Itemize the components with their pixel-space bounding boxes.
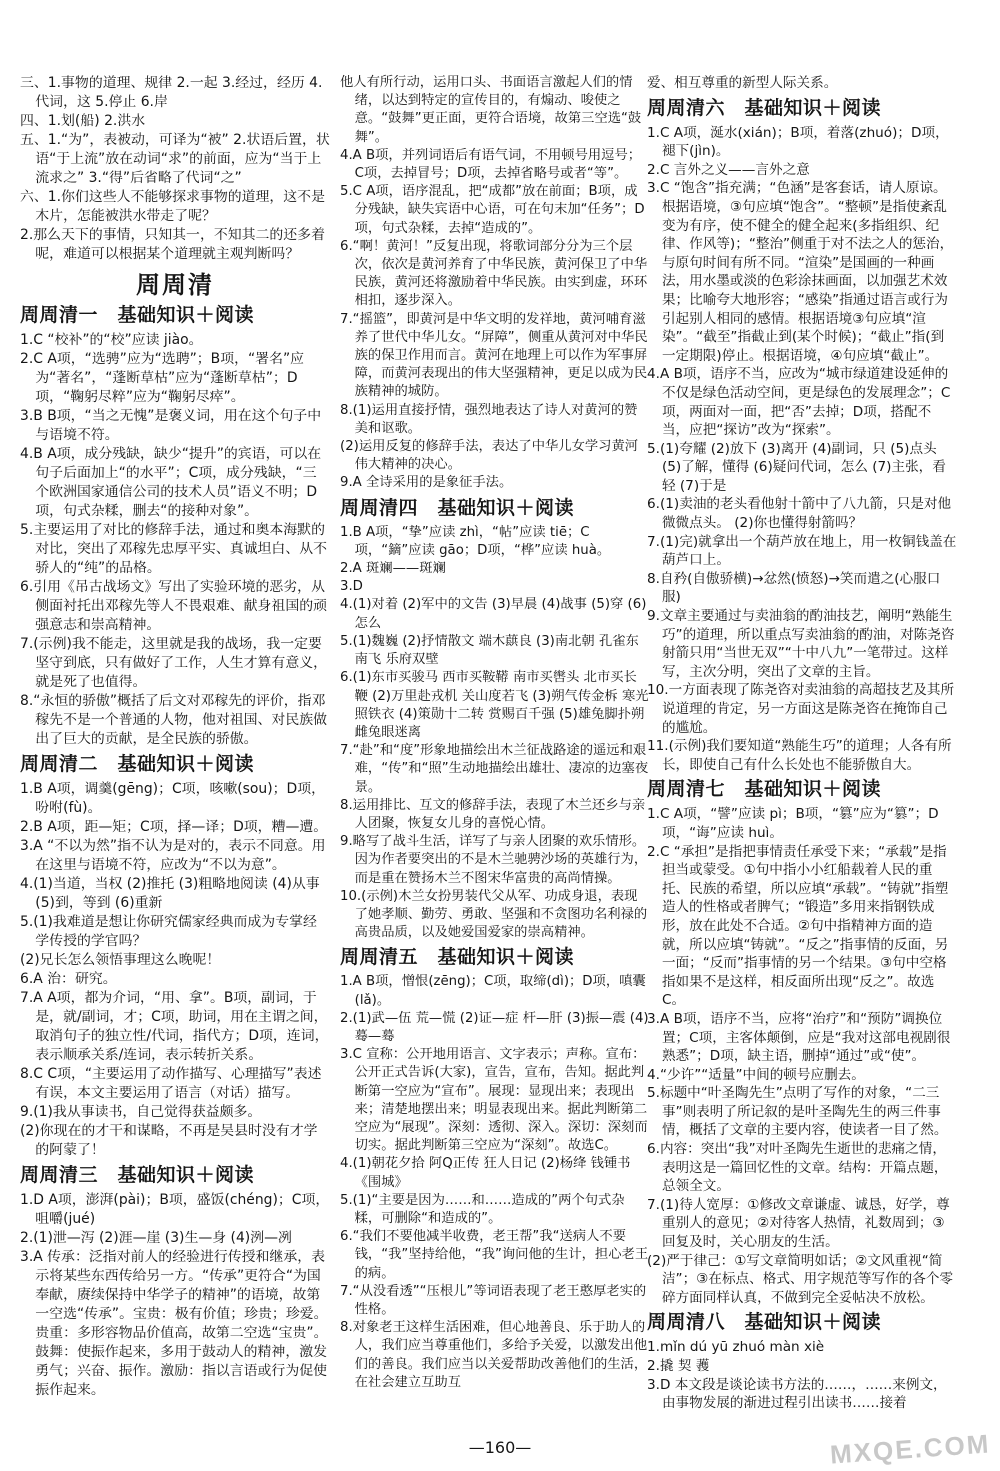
section-heading-3: 周周清三 基础知识＋阅读 [20,1164,255,1186]
answer-line: 3.A 传承：泛指对前人的经验进行传授和继承，表示将某些东西传给另一方。“传承”更符合“为国奉献，赓续保持中华学子的精神”的语境，故第一空选“传承”。宝贵：极有价值；珍贵；珍爱。贵重：多形容物品价值高，故第二空选“宝贵”。鼓舞：使振作起来，多用于鼓动人的精神，激发勇气；兴奋、振作。激励：指以言语或行为促使振作起来。 [20,1249,328,1398]
answer-line: 6.内容：突出“我”对叶圣陶先生逝世的悲痛之情，表明这是一篇回忆性的文章。结构：开篇点题，总领全文。 [647,1141,948,1195]
section-4-answers [340,524,650,943]
column-middle [340,74,650,1392]
section-7-answers [647,805,957,1307]
answer-line: 8.运用排比、互文的修辞手法，表现了木兰还乡与亲人团聚，恢复女儿身的喜悦心情。 [340,797,646,831]
answer-line: 6.(1)卖油的老头看他射十箭中了八九箭，只是对他微微点头。 (2)你也懂得射箭吗？ [647,496,952,532]
answer-line: 四、1.划(船) 2.洪水 [20,113,146,129]
column-left [20,74,330,1400]
answer-line: 六、1.你们这些人不能够探求事物的道理，这不是木片，怎能被洪水带走了呢？ [20,189,325,224]
answer-line: 8.对象老王这样生活困难，但心地善良、乐于助人的人，我们应当尊重他们，多给予关爱，以激发出他们的善良。我们应当以关爱帮助改善他们的生活，在社会建立互助互 [340,1320,648,1390]
answer-line: 10.一方面表现了陈尧咨对卖油翁的高超技艺及其所说道理的肯定，另一方面这是陈尧咨在掩饰自己的尴尬。 [647,682,955,736]
section-5-answers-continued [647,74,957,93]
answer-line: 2.C 言外之义——言外之意 [647,161,810,178]
answer-line: 5.(1)“主要是因为……和……造成的”两个句式杂糅，可删除“和造成的”。 [340,1192,625,1226]
answer-line: 7.(示例)我不能走，这里就是我的战场，我一定要坚守到底，只有做好了工作，人生才算有意义，就是死了也值得。 [20,636,327,690]
section-heading-4: 周周清四 基础知识＋阅读 [340,496,575,519]
answer-line: 7.(1)待人宽厚：①修改文章谦虚、诚恳，好学，尊重别人的意见；②对待客人热情，礼数周到；③回复及时，关心朋友的生活。 [647,1196,950,1251]
answer-line: 2.撬 契 彟 [647,1358,710,1374]
answer-line: 4.“少许”“适量”中间的顿号应删去。 [647,1066,865,1083]
answer-line: 4.(1)对着 (2)军中的文告 (3)早晨 (4)战事 (5)穿 (6)怎么 [340,597,647,631]
answer-line: 5.(1)我难道是想让你研究儒家经典而成为专掌经学传授的学官吗？ [20,914,317,949]
answer-line: 3.C “饱含”指充满；“色涵”是客套话，请人原谅。根据语境，③句应填“饱含”。“整顿”是指使紊乱变为有序，使不健全的健全起来(多指组织、纪律、作风等)；“整治”侧重于对不法之人的惩治，与原句时间有所不同。“渲染”是国画的一种画法，用水墨或淡的色彩涂抹画面，以加强艺术效果；比喻夸大地形容；“感染”指通过语言或行为引起别人相同的感情。根据语境③句应填“渲染”。“截至”指截止到(某个时候)；“截止”指(到一定期限)停止。根据语境，④句应填“截止”。 [647,180,954,364]
answer-line: 1.B A项，“挚”应读 zhì，“帖”应读 tiē；C项，“鏑”应读 gāo；D项，“桦”应读 huà。 [340,524,611,558]
section-heading-1: 周周清一 基础知识＋阅读 [20,304,255,326]
answer-line: 7.“摇篮”，即黄河是中华文明的发祥地，黄河哺育滋养了世代中华儿女。“屏障”，侧重从黄河对中华民族的保卫作用而言。黄河在地理上可以作为军事屏障，而黄河表现出的伟大坚强精神，更足以成为民族精神的城防。 [340,311,648,400]
answer-line: 4.A B项，并列词语后有语气词，不用顿号用逗号；C项，去掉冒号；D项，去掉省略号或者“等”。 [340,147,642,182]
answer-line: 2.(1)泄—泻 (2)涯—崖 (3)生—身 (4)洌—冽 [20,1230,292,1246]
answer-line: 9.略写了战斗生活，详写了与亲人团聚的欢乐情形。因为作者要突出的不是木兰驰骋沙场的英雄行为，而是重在赞扬木兰不图宋华富贵的高尚情操。 [340,834,648,886]
answer-line: 2.那么天下的事情，只知其一，不知其二的还多着呢，难道可以根据某个道理就主观判断吗？ [20,227,325,262]
answer-line: 9.(1)我从事读书，自己觉得获益颇多。 [20,1104,262,1120]
answer-line: 1.C A项，涎水(xián)；B项，着落(zhuó)；D项，褪下(jìn)。 [647,124,949,160]
answer-line: 6.A 治：研究。 [20,971,117,987]
answer-line: (2)你现在的才干和谋略，不再是吴县时没有才学的阿蒙了！ [20,1123,318,1158]
answer-line: 1.C A项，“譬”应读 pì；B项，“篡”应为“篡”；D项，“诲”应读 huì。 [647,806,939,841]
answer-line: 2.(1)武—伍 荒—慌 (2)证—症 杆—肝 (3)振—震 (4)蓦—蓦 [340,1010,649,1044]
answer-line: 5.标题中“叶圣陶先生”点明了写作的对象，“二三事”则表明了所记叙的是叶圣陶先生的两三件事情，概括了文章的主要内容，使读者一目了然。 [647,1085,948,1139]
answers-previous-section [20,74,330,264]
answer-line: 7.(1)完)就拿出一个葫芦放在地上，用一枚铜钱盖在葫芦口上。 [647,533,957,569]
answer-line: 6.(1)东市买骏马 西市买鞍鞯 南市买辔头 北市买长鞭 (2)万里赴戎机 关山度若飞 (3)朔气传金柝 寒光照铁衣 (4)策勋十二转 赏赐百千强 (5)雄兔脚扑朔 雌兔眼迷离 [340,670,649,740]
watermark-logo: MXQE.COM [828,1428,991,1470]
answer-line: 8.“永恒的骄傲”概括了后文对邓稼先的评价，指邓稼先不是一个普通的人物，他对祖国、对民族做出了巨大的贡献，是全民族的骄傲。 [20,693,327,747]
answer-line: 8.C C项，“主要运用了动作描写、心理描写”表述有误，本文主要运用了语言（对话）描写。 [20,1066,322,1101]
answer-line: 3.C 宣称：公开地用语言、文字表示；声称。宣布：公开正式告诉(大家)，宣告，宣布，告知。据此判断第一空应为“宣布”。展现：显现出来；表现出来；清楚地摆出来；明显表现出来。据此判断第二空应为“展现”。深刻：透彻、深入。深切：深刻而切实。据此判断第三空应为“深刻”。故选C。 [340,1047,648,1154]
answer-line: 五、1.“为”，表被动，可译为“被” 2.状语后置，状语“于上流”放在动词“求”的前面，应为“当于上流求之” 3.“得”后省略了代词“之” [20,132,330,186]
answer-line: 6.“我们不要他减半收费，老王帮”我“送病人不要钱，“我”坚持给他，“我”询问他的生计，担心老王的病。 [340,1229,649,1281]
section-3-answers [20,1191,330,1400]
answer-line: 2.C A项，“选骋”应为“选聘”；B项，“署名”应为“著名”，“蓬断草枯”应为“蓬断草枯”；D项，“鞠躬尽粹”应为“鞠躬尽瘁”。 [20,351,305,405]
answer-line: 7.“从没看透”“压根儿”等词语表现了老王憨厚老实的性格。 [340,1283,647,1317]
answer-line: 3.B B项，“当之无愧”是褒义词，用在这个句子中与语境不符。 [20,408,322,443]
answer-line: 10.(示例)木兰女扮男装代父从军、功成身退，表现了她孝顺、勤劳、勇敢、坚强和不贪图功名利禄的高贵品质，以及她爱国爱家的崇高精神。 [340,888,648,941]
answer-line: 8.自矜(自傲骄横)→忿然(愤怒)→笑而遣之(心服口服) [647,570,941,606]
answer-line: 6.引用《吊古战场文》写出了实验环境的恶劣，从侧面衬托出邓稼先等人不畏艰难、献身祖国的顽强意志和崇高精神。 [20,579,327,633]
column-right [647,74,957,1413]
section-heading-5: 周周清五 基础知识＋阅读 [340,946,575,969]
answer-line: 4.(1)当道，当权 (2)推托 (3)粗略地阅读 (4)从事 (5)到，等到 (6)重新 [20,876,320,911]
page-number: —160— [468,1438,532,1457]
answer-line: 11.(示例)我们要知道“熟能生巧”的道理；人各有所长，即使自己有什么长处也不能骄傲自大。 [647,738,952,773]
answer-line: 三、1.事物的道理、规律 2.一起 3.经过，经历 4.代词，这 5.停止 6.岸 [20,75,323,110]
answer-line: 7.A A项，都为介词，“用、拿”。B项，副词，于是，就/副词，才；C项，助词，用在主谓之间，取消句子的独立性/代词，指代方；D项，连词，表示顺承关系/连词，表示转折关系。 [20,990,329,1063]
answer-line: 5.C A项，语序混乱，把“成都”放在前面；B项，成分残缺，缺失宾语中心语，可在句末加“任务”；D项，句式杂糅，去掉“造成的”。 [340,184,645,236]
answer-line: (2)运用反复的修辞手法，表达了中华儿女学习黄河伟大精神的决心。 [340,439,639,473]
answer-line: 4.B A项，成分残缺，缺少“提升”的宾语，可以在句子后面加上“的水平”；C项，成分残缺，“三个欧洲国家通信公司的技术人员”语义不明；D项，句式杂糅，删去“的接种对象”。 [20,446,322,519]
answer-line: 3.A “不以为然”指不认为是对的，表示不同意。用在这里与语境不符，应改为“不以为意”。 [20,838,326,873]
answer-line: 1.mǐn dú yū zhuó màn xiè [647,1339,825,1356]
answer-line: 1.C “校补”的“校”应读 jiào。 [20,332,203,348]
answer-line: (2)兄长怎么领悟事理这么晚呢！ [20,952,221,968]
answer-line: 7.“赴”和“度”形象地描绘出木兰征战路途的遥远和艰难，“传”和“照”生动地描绘出雄壮、凄凉的边塞夜景。 [340,743,649,795]
answer-line: 2.B A项，距—矩；C项，择—译；D项，糟—遭。 [20,819,328,835]
answer-line: 2.A 斑斓——斑斓 [340,561,446,577]
answer-line: 3.D 本文段是谈论读书方法的……，……来例文，由事物发展的渐进过程引出读书……接着 [647,1376,947,1412]
main-section-title: 周周清 [136,271,214,299]
section-8-answers [647,1338,957,1412]
answer-line: 3.D [340,579,363,595]
answer-line: 4.A B项，语序不当，应改为“城市绿道建设延伸的不仅是绿色活动空间，更是绿色的发展理念”；C项，两面对一面，把“否”去掉；D项，搭配不当，应把“探访”改为“探索”。 [647,366,951,439]
answer-line: 6.“啊！黄河！”反复出现，将歌词部分分为三个层次，依次是黄河养育了中华民族，黄河保卫了中华民族，黄河还将激励着中华民族。由实到虚，环环相扣，逐步深入。 [340,238,648,309]
answer-line: 5.(1)魏巍 (2)抒情散文 端木蕻良 (3)南北朝 孔雀东南飞 乐府双壁 [340,633,639,668]
section-heading-8: 周周清八 基础知识＋阅读 [647,1311,882,1334]
answer-line: 他人有所行动，运用口头、书面语言激起人们的情绪，以达到特定的宣传目的，有煽动、唆使之意。“鼓舞”更正面，更符合语境，故第三空选“鼓舞”。 [340,75,642,145]
section-1-answers [20,331,330,749]
section-heading-6: 周周清六 基础知识＋阅读 [647,96,882,119]
answer-line: 9.A 全诗采用的是象征手法。 [340,475,513,491]
section-5-answers [340,973,650,1392]
section-3-answers-continued [340,74,650,493]
answer-line: 5.(1)夸耀 (2)放下 (3)离开 (4)副词，只 (5)点头 (5)了解，懂得 (6)疑问代词，怎么 (7)主张，看轻 (7)于是 [647,440,946,494]
answer-line: 5.主要运用了对比的修辞手法，通过和奥本海默的对比，突出了邓稼先忠厚平实、真诚坦白、从不骄人的“纯”的品格。 [20,522,327,576]
answer-line: 3.A B项，语序不当，应将“治疗”和“预防”调换位置；C项，主客体颠倒，应是“我对这部电视剧很熟悉”；D项，缺主语，删掉“通过”或“使”。 [647,1010,951,1065]
section-2-answers [20,780,330,1160]
section-heading-7: 周周清七 基础知识＋阅读 [647,778,882,801]
section-heading-2: 周周清二 基础知识＋阅读 [20,753,255,775]
answer-line: 爱、相互尊重的新型人际关系。 [647,75,838,91]
answer-line: (2)严于律己：①写文章简明如话；②文风重视“简洁”；③在标点、格式、用字规范等写作的各个零碎方面同样认真，不做到完全妥帖决不放松。 [647,1252,954,1306]
section-6-answers [647,124,957,775]
answer-line: 1.D A项，澎湃(pài)；B项，盛饭(chéng)；C项，咀嚼(jué) [20,1192,330,1227]
answer-line: 4.(1)朝花夕拾 阿Q正传 狂人日记 (2)杨绛 钱锺书 《围城》 [340,1156,631,1190]
answer-line: 9.文章主要通过与卖油翁的酌油技艺，阐明“熟能生巧”的道理，所以重点写卖油翁的酌油，对陈尧咨射箭只用“当世无双”“十中八九”一笔带过。这样写，主次分明，突出了文章的主旨。 [647,608,955,680]
answer-line: 2.C “承担”是指把事情责任承受下来；“承载”是指担当或蒙受。①句中指小小红船载着人民的重托、民族的希望，所以应填“承载”。“铸就”指塑造人的性格或者脾气；“锻造”多用来指钢铁成形，放在此处不合适。②句中指精神方面的造就，所以应填“铸就”。“反之”指事情的反面，另一面；“反而”指事情的另一个结果。③句中空格指如果不是这样，相反面所出现“反之”。故选C。 [647,843,949,1009]
answer-line: 1.A B项，憎恨(zēng)；C项，取缔(dì)；D项，嗔囊(lǎ)。 [340,974,646,1008]
answer-line: 8.(1)运用直接抒情，强烈地表达了诗人对黄河的赞美和讴歌。 [340,402,638,436]
answer-line: 1.B A项，调羹(gēng)；C项，咳嗽(sou)；D项，吩咐(fù)。 [20,781,325,816]
